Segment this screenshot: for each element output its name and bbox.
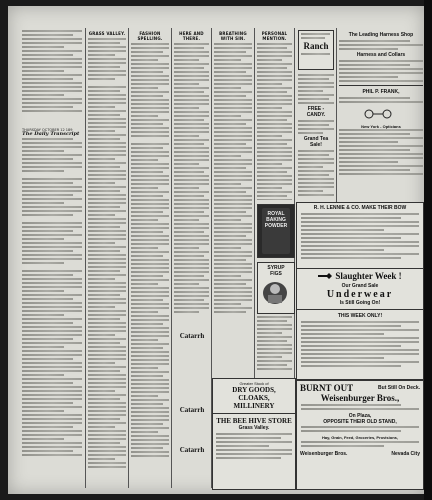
bee-hive-line1: DRY GOODS, [232, 386, 276, 394]
bee-hive-store: THE BEE HIVE STORE [216, 417, 292, 425]
weisenburger-title: Weisenburger Bros., [320, 393, 400, 403]
masthead-date: THURSDAY OCTOBER 12 189 [22, 128, 73, 132]
bee-hive-town: Grass Valley. [238, 425, 270, 431]
nevada-city-label: Nevada City [391, 451, 420, 457]
this-week-label: THIS WEEK ONLY! [337, 313, 383, 319]
column-2-heading: GRASS VALLEY. [88, 31, 126, 36]
catarrh-ad-3 [173, 446, 211, 476]
phil-frank-title: PHIL P. FRANK, [362, 89, 400, 95]
pointing-hand-icon [318, 272, 332, 280]
column-rule [85, 28, 86, 488]
spectacles-icon [339, 108, 419, 120]
syrup-bottle-icon [258, 277, 292, 305]
slaughter-week-ad [296, 268, 424, 380]
still-on-deck-label: But Still On Deck. [378, 385, 420, 391]
column-4 [174, 30, 209, 330]
tea-sale-label: Grand Tea Sale! [303, 136, 329, 148]
column-6 [257, 30, 292, 200]
burnt-out-label: BURNT OUT [300, 383, 354, 393]
harness-shop-title: The Leading Harness Shop [348, 32, 414, 38]
figs-label: FIGS [270, 271, 282, 277]
syrup-of-figs-ad [257, 262, 295, 314]
still-going-label: Is Still Going On! [339, 300, 381, 306]
ranch-label: Ranch [303, 41, 329, 51]
column-rule [171, 28, 172, 488]
column-3-heading: FASHION SPELLING. [137, 31, 163, 41]
newspaper-page [8, 6, 424, 494]
catarrh-label: Catarrh [179, 332, 205, 340]
free-candy-label: FREE - CANDY. [306, 106, 326, 118]
column-1-top [22, 30, 82, 116]
harness-collars: Harness and Collars [356, 52, 406, 58]
column-1 [22, 138, 82, 488]
weisenburger-footer: Weisenburger Bros. [300, 451, 348, 457]
syrup-label: SYRUP [267, 265, 285, 271]
new-york-opticians: New York - Opticians [361, 124, 401, 129]
column-4-heading: HERE AND THERE. [179, 31, 204, 41]
lennie-ad [296, 202, 424, 270]
column-rule [128, 28, 129, 488]
column-6-lower [257, 316, 292, 378]
bee-hive-line2: CLOAKS, [238, 394, 270, 402]
catarrh-ad-2 [173, 406, 211, 436]
underwear-label: Underwear [326, 289, 394, 300]
scan-edge [424, 0, 432, 500]
bee-hive-ad [212, 378, 296, 490]
royal-label: ROYAL [267, 211, 285, 217]
on-plaza-label: On Plaza, [348, 413, 372, 419]
column-7 [298, 30, 334, 205]
column-3 [131, 30, 169, 488]
grand-sale-label: Our Grand Sale [341, 283, 379, 289]
column-5 [214, 30, 252, 330]
powder-label: POWDER [264, 223, 288, 229]
catarrh-label-2: Catarrh [179, 406, 205, 414]
baking-label: BAKING [266, 217, 286, 223]
opposite-label: OPPOSITE THEIR OLD STAND, [323, 419, 397, 425]
bee-hive-head: Greater Stock of [239, 381, 269, 386]
column-2 [88, 30, 126, 488]
weisenburger-ad [296, 380, 424, 490]
column-8 [339, 30, 423, 205]
bee-hive-line3: MILLINERY [233, 402, 275, 410]
masthead-name: The Daily Transcript [22, 131, 80, 137]
catarrh-ad [173, 326, 211, 386]
lennie-title: R. H. LENNIE & CO. MAKE THEIR BOW [313, 205, 407, 211]
column-5-heading: BREATHING WITH SIN. [219, 31, 247, 41]
slaughter-week-title: Slaughter Week ! [335, 271, 402, 281]
royal-baking-powder-ad [257, 204, 295, 258]
goods-label: Hay, Grain, Feed, Groceries, Provisions, [322, 435, 398, 440]
column-6-heading: PERSONAL MENTION. [261, 31, 288, 41]
catarrh-label-3: Catarrh [179, 446, 205, 454]
ranch-ad [298, 30, 334, 70]
